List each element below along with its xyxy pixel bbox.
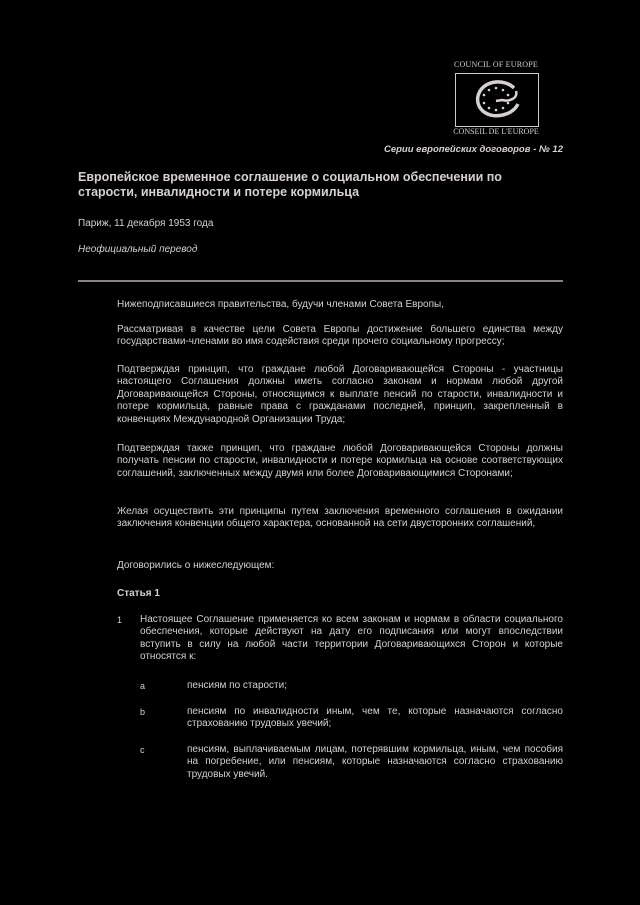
preamble-paragraph: Нижеподписавшиеся правительства, будучи членами Совета Европы, xyxy=(117,299,444,310)
treaty-series: Серии европейских договоров - № 12 xyxy=(383,144,563,155)
subitem-letter: c xyxy=(140,745,145,755)
preamble-paragraph: Желая осуществить эти принципы путем заключения временного соглашения в ожидании заключения конвенции общего характера, основанной на сети двусторонних соглашений, xyxy=(117,506,563,530)
council-of-europe-emblem-icon xyxy=(456,74,538,126)
article-item: Настоящее Соглашение применяется ко всем законам и нормам в области социального обеспечения, которые действуют на дату его подписания или могут впоследствии вступить в силу на любой части территории Договаривающихся Сторон и которые относятся к: xyxy=(140,614,563,663)
preamble-paragraph: Подтверждая принцип, что граждане любой Договаривающейся Стороны - участницы настоящего Соглашения должны иметь согласно законам и нормам любой другой Договаривающейся Стороны, относящимся к выплате пенсий по старости, инвалидности и потере кормильца, равные права с гражданами последней, принцип, закрепленный в конвенциях Международной Организации Труда; xyxy=(117,364,563,425)
preamble-paragraph: Договорились о нижеследующем: xyxy=(117,560,275,571)
unofficial-translation-note: Неофициальный перевод xyxy=(78,244,198,255)
council-of-europe-logo xyxy=(455,73,539,127)
preamble-paragraph: Рассматривая в качестве цели Совета Европы достижение большего единства между государствами-членами во имя содействия среди прочего социальному прогрессу; xyxy=(117,324,563,348)
logo-bottom-text: CONSEIL DE L'EUROPE xyxy=(453,127,539,136)
article-subitem: пенсиям по старости; xyxy=(187,680,288,691)
article-heading: Статья 1 xyxy=(117,588,160,599)
article-subitem: пенсиям по инвалидности иным, чем те, которые назначаются согласно страхованию трудовых увечий; xyxy=(187,706,563,730)
article-subitem: пенсиям, выплачиваемым лицам, потерявшим кормильца, иным, чем пособия на погребение, или пенсиям, которые назначаются согласно страхованию трудовых увечий. xyxy=(187,744,563,780)
divider xyxy=(78,280,563,282)
logo-top-text: COUNCIL OF EUROPE xyxy=(454,60,538,69)
item-number: 1 xyxy=(117,615,123,625)
subitem-letter: a xyxy=(140,681,146,691)
document-title: Европейское временное соглашение о социальном обеспечении по старости, инвалидности и потере кормильца xyxy=(78,170,502,199)
place-date: Париж, 11 декабря 1953 года xyxy=(78,218,214,229)
preamble-paragraph: Подтверждая также принцип, что граждане любой Договаривающейся Стороны должны получать пенсии по старости, инвалидности и потере кормильца на основе соответствующих соглашений, заключенных между двумя или более Договаривающимися Сторонами; xyxy=(117,443,563,479)
subitem-letter: b xyxy=(140,707,146,717)
